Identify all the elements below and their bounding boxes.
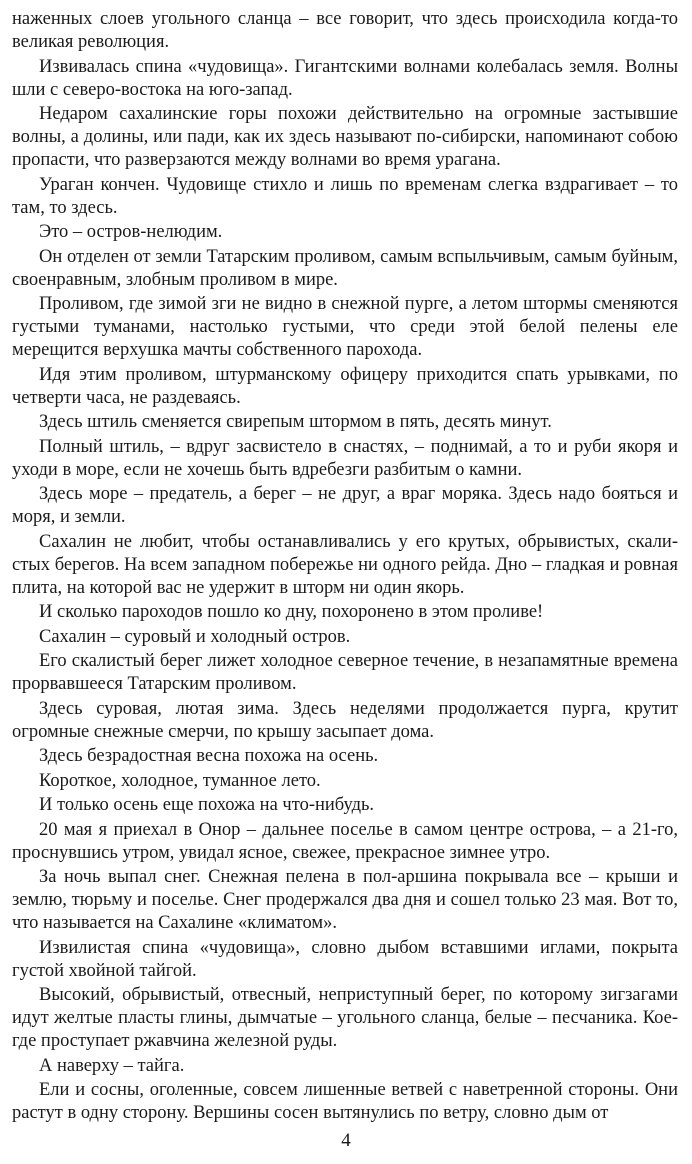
paragraph-9: Здесь штиль сменяется свирепым штормом в пять, десять минут. xyxy=(39,412,552,432)
paragraph-5: Это – остров-нелюдим. xyxy=(39,222,223,242)
paragraph-22: Извилистая спина «чудовища», словно дыбом вставшими иглами, покрыта густой хвойной тайгой. xyxy=(12,937,678,981)
paragraph-15: Его скалистый берег лижет холодное северное течение, в незапамятные времена прорвавшееся Татарским проливом. xyxy=(12,651,678,694)
paragraph-6: Он отделен от земли Татарским проливом, самым вспыльчивым, самым буйным, своенравным, злобным проливом в мире. xyxy=(12,246,678,290)
paragraph-13: И сколько пароходов пошло ко дну, похоронено в этом проливе! xyxy=(39,602,544,622)
paragraph-3: Недаром сахалинские горы похожи действительно на огромные застывшие волны, а долины, или пади, как их здесь называют по-сибирски, напоминают собою пропасти, что разверзаются между волнами во время урагана. xyxy=(12,104,678,170)
paragraph-18: Короткое, холодное, туманное лето. xyxy=(39,770,321,791)
paragraph-17: Здесь безрадостная весна похожа на осень. xyxy=(39,746,379,766)
paragraph-25: Ели и сосны, оголенные, совсем лишенные ветвей с наветренной стороны. Они растут в одну сторону. Вершины сосен вытянулись по ветру, словно дым от xyxy=(12,1080,678,1123)
paragraph-2: Извивалась спина «чудовища». Гигантскими волнами колебалась земля. Волны шли с северо-востока на юго-запад. xyxy=(12,56,678,100)
paragraph-8: Идя этим проливом, штурманскому офицеру приходится спать урывками, по четверти часа, не раздеваясь. xyxy=(12,364,678,408)
paragraph-11: Здесь море – предатель, а берег – не друг, а враг моряка. Здесь надо бояться и моря, и земли. xyxy=(12,484,678,527)
paragraph-20: 20 мая я приехал в Онор – дальнее поселье в самом центре острова, – а 21-го, проснувшись утром, увидал ясное, свежее, прекрасное зимнее утро. xyxy=(12,819,678,863)
paragraph-10: Полный штиль, – вдруг засвистело в снастях, – поднимай, а то и руби якоря и уходи в море, если не хочешь быть вдребезги разбитым о камни. xyxy=(12,436,678,480)
paragraph-14: Сахалин – суровый и холодный остров. xyxy=(39,626,351,647)
paragraph-24: А наверху – тайга. xyxy=(39,1055,185,1076)
paragraph-16: Здесь суровая, лютая зима. Здесь неделями продолжается пурга, крутит огромные снежные смерчи, по крышу засыпает дома. xyxy=(12,698,678,742)
paragraph-19: И только осень еще похожа на что-нибудь. xyxy=(39,795,375,815)
page-number: 4 xyxy=(341,1130,351,1151)
paragraph-1: наженных слоев угольного сланца – все говорит, что здесь происходила когда-то великая революция. xyxy=(12,9,678,52)
paragraph-4: Ураган кончен. Чудовище стихло и лишь по временам слегка вздрагивает – то там, то здесь. xyxy=(12,174,678,218)
paragraph-12: Сахалин не любит, чтобы останавливались у его крутых, обрывистых, скалистых берегов. На всем западном побережье ни одного рейда. Дно – гладкая и ровная плита, на которой вас не удержит в шторм ни один якорь. xyxy=(12,531,678,598)
page-text xyxy=(12,8,678,1127)
paragraph-23: Высокий, обрывистый, отвесный, неприступный берег, по которому зигзагами идут желтые пласты глины, дымчатые – угольного сланца, белые – песчаника. Кое-где проступает ржавчина железной руды. xyxy=(12,985,678,1051)
paragraph-21: За ночь выпал снег. Снежная пелена в пол-аршина покрывала все – крыши и землю, тюрьму и поселье. Снег продержался два дня и сошел только 23 мая. Вот то, что называется на Сахалине «климатом». xyxy=(12,867,678,933)
paragraph-7: Проливом, где зимой зги не видно в снежной пурге, а летом штормы сменяются густыми туманами, настолько густыми, что среди этой белой пелены еле мерещится верхушка мачты собственного парохода. xyxy=(12,294,678,360)
